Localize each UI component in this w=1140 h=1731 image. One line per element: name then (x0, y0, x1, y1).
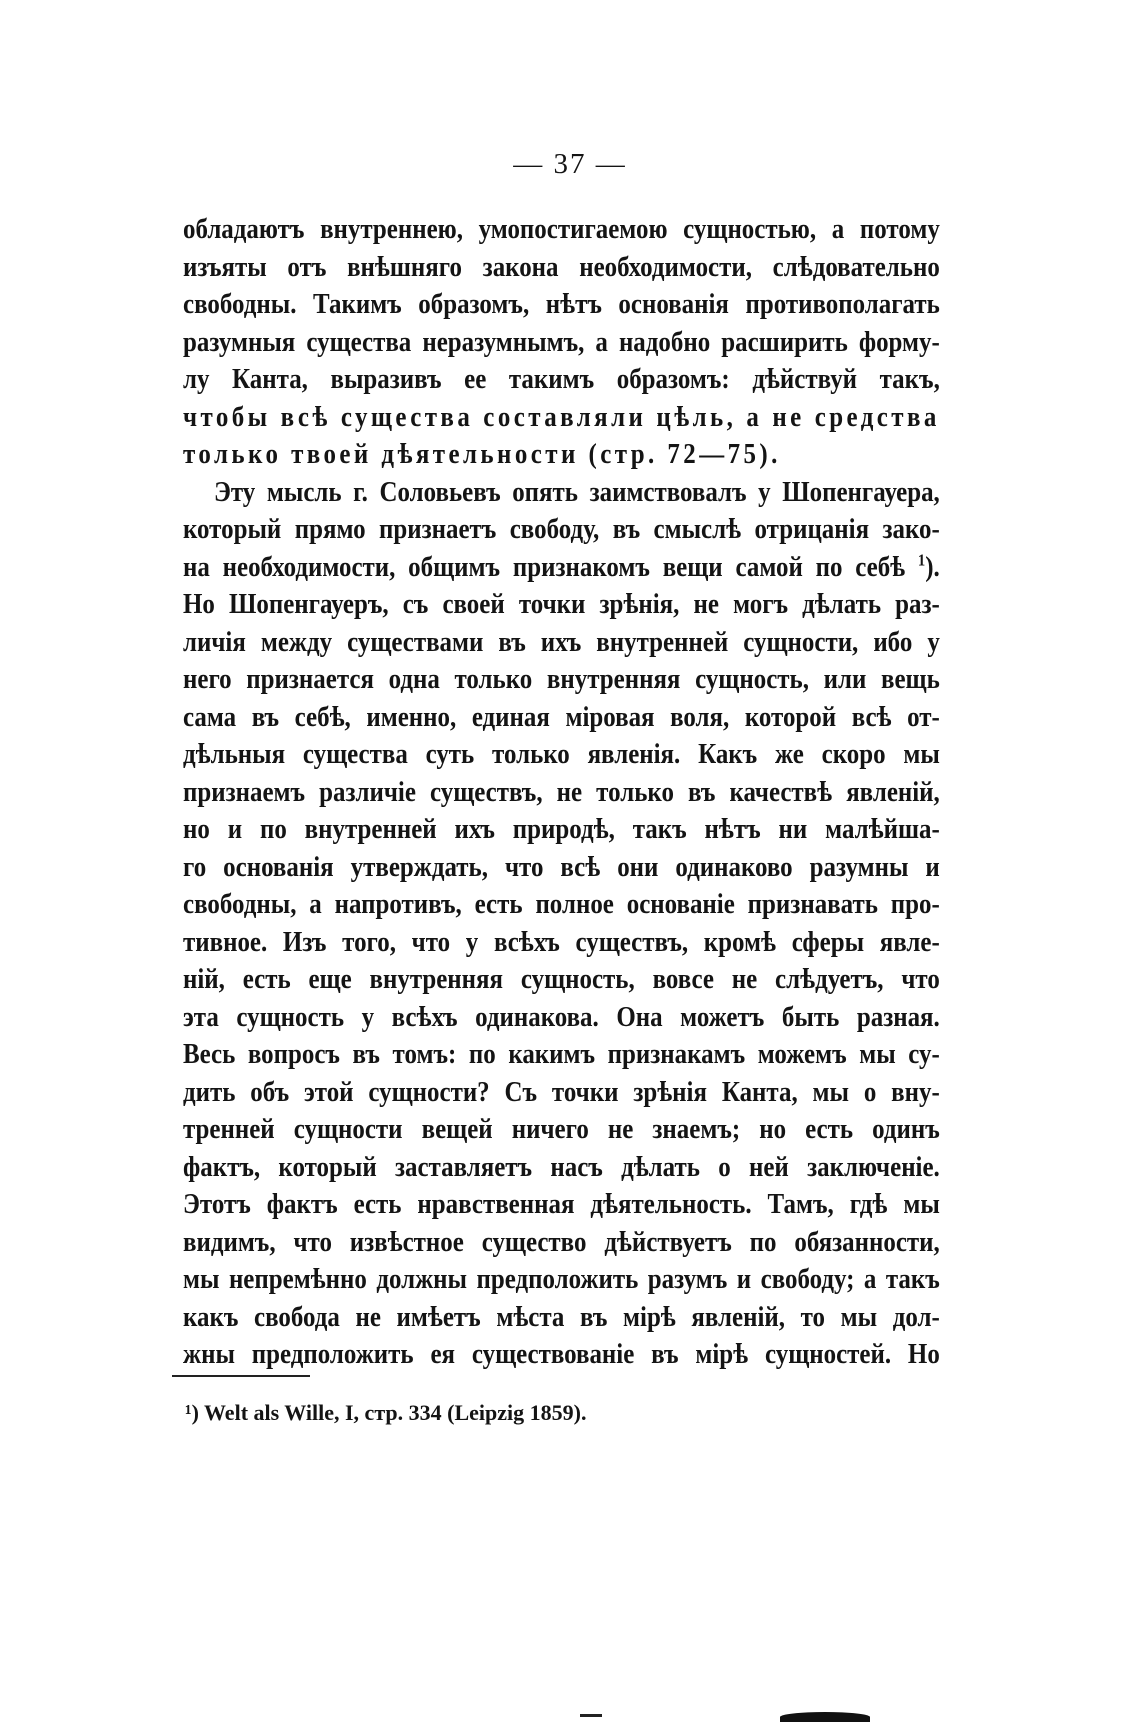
text-line: тивное. Изъ того, что у всѣхъ существъ, кромѣ сферы явле- (183, 925, 940, 958)
text-line: личія между существами въ ихъ внутренней сущности, ибо у (183, 625, 940, 658)
text-line-with-ref (183, 549, 940, 587)
text-line-emphasis: чтобы всѣ существа составляли цѣль, а не средства (183, 400, 940, 433)
text-line: какъ свобода не имѣетъ мѣста въ мірѣ явленій, то мы дол- (183, 1300, 940, 1333)
text-line: жны предположить ея существованіе въ мірѣ сущностей. Но (183, 1338, 940, 1370)
text-line: но и по внутренней ихъ природѣ, такъ нѣтъ ни малѣйша- (183, 813, 940, 845)
text-line: Но Шопенгауеръ, съ своей точки зрѣнія, не могъ дѣлать раз- (183, 588, 940, 620)
page-number: — 37 — (513, 148, 627, 180)
text-line: Этотъ фактъ есть нравственная дѣятельность. Тамъ, гдѣ мы (183, 1188, 940, 1220)
text-line-emphasis: только твоей дѣятельности (стр. 72—75). (183, 438, 781, 470)
text-line: эта сущность у всѣхъ одинакова. Она можетъ быть разная. (183, 1000, 940, 1033)
text-line: дить объ этой сущности? Съ точки зрѣнія Канта, мы о вну- (183, 1075, 940, 1108)
text-line: свободны. Такимъ образомъ, нѣтъ основанія противополагать (183, 288, 940, 320)
footnote: ¹) Welt als Wille, I, стр. 334 (Leipzig 1859). (185, 1400, 587, 1425)
text-line: него признается одна только внутренняя сущность, или вещь (183, 663, 940, 695)
footnote-reference[interactable]: 1 (917, 549, 926, 569)
text-fragment: на необходимости, общимъ признакомъ вещи самой по себѣ (183, 550, 906, 583)
text-line: видимъ, что извѣстное существо дѣйствуетъ по обязанности, (183, 1225, 940, 1258)
paragraph-start: Эту мысль г. Соловьевъ опять заимствовалъ у Шопенгауера, (213, 475, 940, 508)
text-line: мы непремѣнно должны предположить разумъ и свободу; а такъ (183, 1263, 940, 1295)
text-line: который прямо признаетъ свободу, въ смыслѣ отрицанія зако- (183, 513, 940, 545)
text-line: ній, есть еще внутренняя сущность, вовсе не слѣдуетъ, что (183, 963, 940, 995)
footnote-divider (172, 1375, 310, 1377)
text-line: изъяты отъ внѣшняго закона необходимости, слѣдовательно (183, 250, 940, 283)
body-text (183, 211, 940, 1374)
text-line: сама въ себѣ, именно, единая міровая воля, которой всѣ от- (183, 700, 940, 733)
text-line: Весь вопросъ въ томъ: по какимъ признакамъ можемъ мы су- (183, 1038, 940, 1070)
text-line: лу Канта, выразивъ ее такимъ образомъ: дѣйствуй такъ, (183, 363, 940, 395)
text-line: свободны, а напротивъ, есть полное основаніе признавать про- (183, 888, 940, 920)
scan-artifact-mark (580, 1700, 602, 1717)
text-line: дѣльныя существа суть только явленія. Какъ же скоро мы (183, 738, 940, 770)
scan-artifact-smudge (780, 1712, 870, 1722)
text-line: обладаютъ внутреннею, умопостигаемою сущностью, а потому (183, 213, 940, 245)
text-line: разумныя существа неразумнымъ, а надобно расширить форму- (183, 325, 940, 358)
text-line: го основанія утверждать, что всѣ они одинаково разумны и (183, 850, 940, 883)
text-fragment: ). (925, 550, 940, 583)
text-line: признаемъ различіе существъ, не только въ качествѣ явленій, (183, 775, 940, 808)
text-line: фактъ, который заставляетъ насъ дѣлать о ней заключеніе. (183, 1150, 940, 1183)
text-line: тренней сущности вещей ничего не знаемъ; но есть одинъ (183, 1113, 940, 1145)
